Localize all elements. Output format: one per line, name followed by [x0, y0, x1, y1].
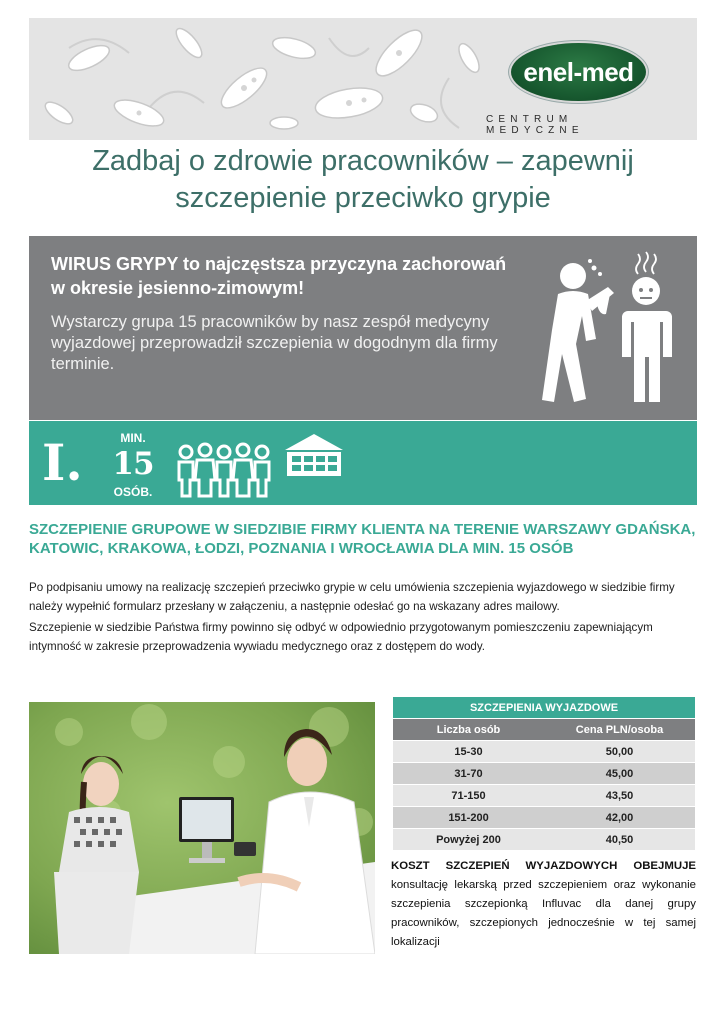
people-cell: 15-30: [393, 741, 544, 763]
people-cell: 151-200: [393, 807, 544, 829]
cost-description: [391, 857, 696, 952]
pricing-caption: SZCZEPIENIA WYJAZDOWE: [393, 697, 695, 719]
cost-heading: KOSZT SZCZEPIEŃ WYJAZDOWYCH OBEJMUJE: [391, 860, 696, 872]
price-cell: 42,00: [544, 807, 695, 829]
sick-people-icon: [538, 246, 678, 406]
building-icon: [285, 434, 343, 478]
table-row: [393, 829, 695, 851]
price-cell: 50,00: [544, 741, 695, 763]
table-row: [393, 741, 695, 763]
page-title: [29, 143, 697, 217]
pricing-table: [393, 697, 695, 851]
doctor-patient-photo: [29, 702, 375, 954]
osob-label: OSÓB.: [113, 485, 153, 499]
min-label: MIN.: [120, 431, 146, 445]
flu-body-text: Wystarczy grupa 15 pracowników by nasz zespół medycyny wyjazdowej przeprowadził szczepienia w dogodnym dla firmy terminie.: [51, 313, 498, 373]
paragraph-form: Po podpisaniu umowy na realizację szczepień przeciwko grypie w celu umówienia szczepienia wyjazdowego w siedzibie firmy należy wypełnić formularz przesłany w załączeniu, a następnie odesłać go na wskazany adres mailowy.: [29, 581, 675, 613]
title-line-2: szczepienie przeciwko grypie: [175, 182, 551, 214]
enel-med-logo: [511, 43, 646, 101]
section-number: I.: [42, 433, 83, 492]
col-header-people: Liczba osób: [393, 719, 544, 741]
price-cell: 43,50: [544, 785, 695, 807]
section-title: SZCZEPIENIE GRUPOWE W SIEDZIBIE FIRMY KLIENTA NA TERENIE WARSZAWY GDAŃSKA, KATOWIC, KRAKOWA, ŁODZI, POZNANIA I WROCŁAWIA DLA MIN. 15 OSÓB: [29, 521, 696, 557]
group-people-icon: [176, 440, 272, 498]
min-count: 15: [112, 446, 154, 482]
people-cell: 31-70: [393, 763, 544, 785]
logo-text: enel-med: [523, 56, 634, 87]
people-cell: Powyżej 200: [393, 829, 544, 851]
table-row: [393, 807, 695, 829]
price-cell: 45,00: [544, 763, 695, 785]
table-row: [393, 763, 695, 785]
col-header-price: Cena PLN/osoba: [544, 719, 695, 741]
title-line-1: Zadbaj o zdrowie pracowników – zapewnij: [92, 145, 634, 177]
flu-heading: [51, 252, 591, 300]
cost-text: konsultację lekarską przed szczepieniem oraz wykonanie szczepienia szczepionką Influvac dla danej grupy pracowników, szczepionych jednocześnie w tej samej lokalizacji: [391, 879, 696, 948]
price-cell: 40,50: [544, 829, 695, 851]
flu-heading-line-1: WIRUS GRYPY to najczęstsza przyczyna zachorowań: [51, 254, 507, 274]
people-cell: 71-150: [393, 785, 544, 807]
flu-heading-line-2: w okresie jesienno-zimowym!: [51, 278, 305, 298]
photo-illustration: [29, 702, 375, 954]
table-row: [393, 785, 695, 807]
logo-subtitle: CENTRUM MEDYCZNE: [486, 114, 584, 136]
paragraph-room: Szczepienie w siedzibie Państwa firmy powinno się odbyć w odpowiednio przygotowanym pomieszczeniu zapewniającym intymność w zakresie przeprowadzenia wywiadu medycznego oraz z dostępem do wody.: [29, 621, 653, 653]
